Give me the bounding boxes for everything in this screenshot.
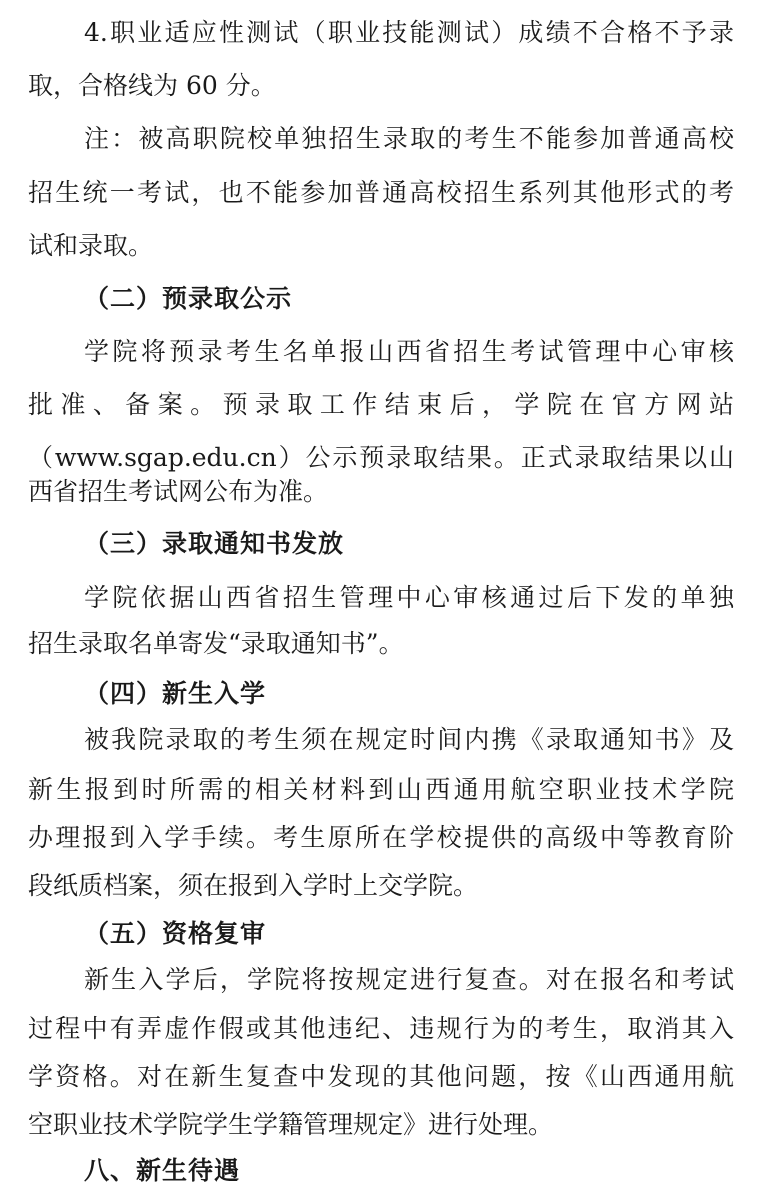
paragraph-line: 学资格。对在新生复查中发现的其他问题，按《山西通用航: [28, 1062, 734, 1091]
paragraph-line: 试和录取。: [28, 231, 154, 260]
paragraph-line: 西省招生考试网公布为准。: [28, 477, 329, 506]
paragraph-line: 学院将预录考生名单报山西省招生考试管理中心审核: [84, 337, 734, 366]
paragraph-line: （www.sgap.edu.cn）公示预录取结果。正式录取结果以山: [28, 443, 734, 472]
section-heading: （五）资格复审: [84, 919, 267, 948]
paragraph-line: 4.职业适应性测试（职业技能测试）成绩不合格不予录: [84, 18, 734, 47]
paragraph-line: 被我院录取的考生须在规定时间内携《录取通知书》及: [84, 725, 734, 754]
paragraph-line: 新生入学后，学院将按规定进行复查。对在报名和考试: [84, 965, 734, 994]
chapter-heading: 八、新生待遇: [84, 1156, 241, 1185]
paragraph-line: 空职业技术学院学生学籍管理规定》进行处理。: [28, 1110, 554, 1139]
paragraph-line: 招生统一考试，也不能参加普通高校招生系列其他形式的考: [28, 178, 734, 207]
paragraph-line: 学院依据山西省招生管理中心审核通过后下发的单独: [84, 583, 734, 612]
paragraph-line: 段纸质档案，须在报到入学时上交学院。: [28, 871, 479, 900]
section-heading: （三）录取通知书发放: [84, 529, 345, 558]
paragraph-line: 批准、备案。预录取工作结束后，学院在官方网站: [28, 390, 734, 419]
paragraph-line: 注：被高职院校单独招生录取的考生不能参加普通高校: [84, 124, 734, 153]
paragraph-line: 新生报到时所需的相关材料到山西通用航空职业技术学院: [28, 775, 734, 804]
paragraph-line: 办理报到入学手续。考生原所在学校提供的高级中等教育阶: [28, 823, 734, 852]
section-heading: （四）新生入学: [84, 679, 267, 708]
paragraph-line: 过程中有弄虚作假或其他违纪、违规行为的考生，取消其入: [28, 1014, 734, 1043]
section-heading: （二）预录取公示: [84, 284, 293, 313]
paragraph-line: 招生录取名单寄发“录取通知书”。: [28, 629, 404, 658]
paragraph-line: 取，合格线为 60 分。: [28, 71, 276, 100]
